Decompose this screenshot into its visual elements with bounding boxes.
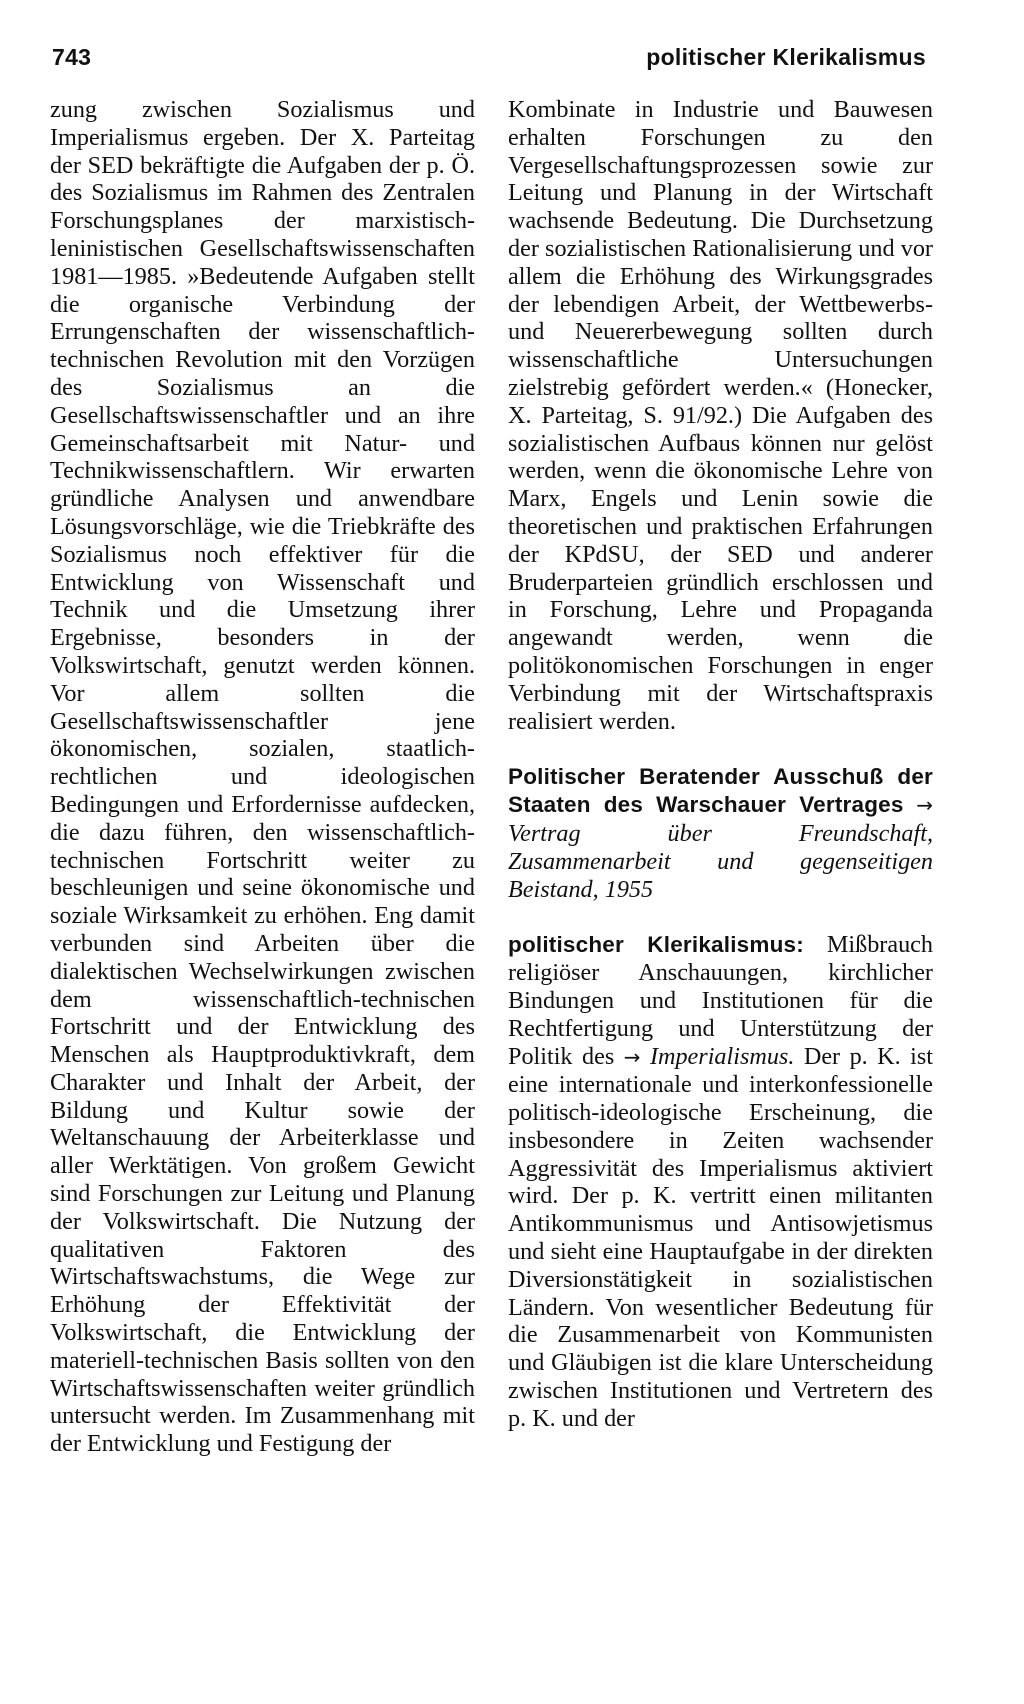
body-paragraph: zung zwischen Sozialismus und Imperialismus ergeben. Der X. Parteitag der SED bekräftigte die Aufgaben der p. Ö. des Sozialismus im Rahmen des Zentralen Forschungsplanes der marxistisch-leninistischen Gesellschaftswissenschaften 1981—1985. »Bedeutende Aufgaben stellt die organische Verbindung der Errungenschaften der wissenschaftlich-technischen Revolution mit den Vorzügen des Sozialismus an die Gesellschaftswissenschaftler und an ihre Gemeinschaftsarbeit mit Natur- und Technikwissenschaftlern. Wir erwarten gründliche Analysen und anwendbare Lösungsvorschläge, wie die Triebkräfte des Sozialismus noch effektiver für die Entwicklung von Wissenschaft und Technik und die Umsetzung ihrer Ergebnisse, besonders in der Volkswirtschaft, genutzt werden können. Vor allem sollten die Gesellschaftswissenschaftler jene ökonomischen, sozialen, staatlich-rechtlichen und ideologischen Bedingungen und Erfordernisse aufdecken, die dazu führen, den wissenschaftlich-technischen Fortschritt weiter zu beschleunigen und seine ökonomische und soziale Wirksamkeit zu erhöhen. Eng damit verbunden sind Arbeiten über die dialektischen Wechselwirkungen zwischen dem wissenschaftlich-technischen Fortschritt und der Entwicklung des Menschen als Hauptproduktivkraft, dem Charakter und Inhalt der Arbeit, der Bildung und Kultur sowie der Weltanschauung der Arbeiterklasse und aller Werktätigen. Von großem Gewicht sind Forschungen zur Leitung und Planung der Volkswirtschaft. Die Nutzung der qualitativen Faktoren des Wirtschaftswachstums, die Wege zur Erhöhung der Effektivität der Volkswirtschaft, die Entwicklung der materiell-technischen Basis sollten von den Wirtschaftswissenschaften weiter gründlich untersucht werden. Im Zusammenhang mit der Entwicklung und Festigung der [50,96,475,1458]
dictionary-entry [508,763,933,903]
continued-paragraph: Kombinate in Industrie und Bauwesen erhalten Forschungen zu den Vergesellschaftungsprozessen sowie zur Leitung und Planung in der Wirtschaft wachsende Bedeutung. Die Durchsetzung der sozialistischen Rationalisierung und vor allem die Erhöhung des Wirkungsgrades der lebendigen Arbeit, der Wettbewerbs- und Neuererbewegung sollten durch wissenschaftliche Untersuchungen zielstrebig gefördert werden.« (Honecker, X. Parteitag, S. 91/92.) Die Aufgaben des sozialistischen Aufbaus können nur gelöst werden, wenn die ökonomische Lehre von Marx, Engels und Lenin sowie die theoretischen und praktischen Erfahrungen der KPdSU, der SED und anderer Bruderparteien gründlich erschlossen und in Forschung, Lehre und Propaganda angewandt werden, wenn die politökonomischen Forschungen in enger Verbindung mit der Wirtschaftspraxis realisiert werden. [508,96,933,735]
page-header [52,44,926,78]
right-column [508,96,933,1433]
entry-text: Mißbrauch religiöser Anschauungen, kirchlicher Bindungen und Institutionen für die Rechtfertigung und Unterstützung der Politik des [508,931,934,1070]
entry-headword: Politischer Beratender Ausschuß der Staaten des Warschauer Vertrages [508,764,933,818]
dictionary-entry [508,931,933,1432]
entry-text: Der p. K. ist eine internationale und interkonfessionelle politisch-ideologische Erscheinung, die insbesondere in Zeiten wachsender Aggressivität des Imperialismus aktiviert wird. Der p. K. vertritt einen militanten Antikommunismus und Antisowjetismus und sieht eine Hauptaufgabe in der direkten Diversionstätigkeit in sozialistischen Ländern. Von wesentlicher Bedeutung für die Zusammenarbeit von Kommunisten und Gläubigen ist die klare Unterscheidung zwischen Institutionen und Vertretern des p. K. und der [508,1042,934,1432]
cross-reference[interactable]: Imperialismus. [649,1042,795,1070]
cross-reference-arrow-icon: → [916,793,933,818]
running-head: politischer Klerikalismus [646,44,926,70]
entry-headword: politischer Klerikalismus: [508,932,804,958]
cross-reference-arrow-icon: → [623,1044,641,1069]
page-number: 743 [52,44,92,70]
left-column [50,96,475,1458]
cross-reference[interactable]: Vertrag über Freundschaft, Zusammenarbeit und gegenseitigen Beistand, 1955 [508,819,933,903]
